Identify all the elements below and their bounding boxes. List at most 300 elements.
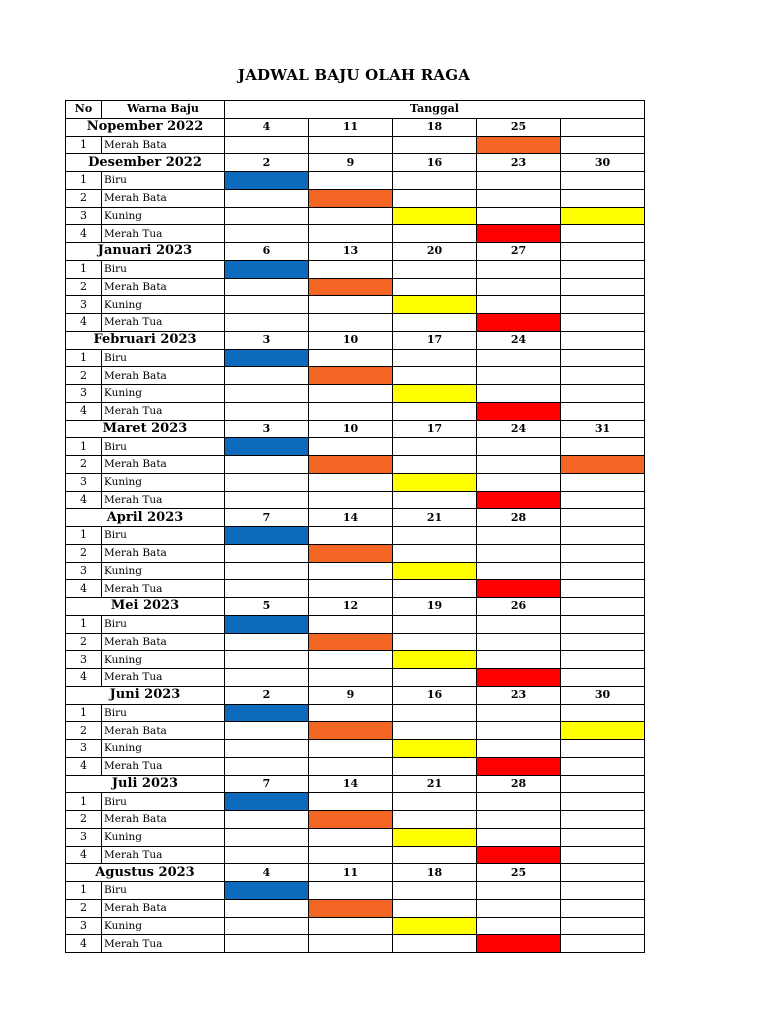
- color-row: [66, 385, 645, 403]
- date-cell: 9: [309, 686, 393, 704]
- color-row: [66, 899, 645, 917]
- color-name: Merah Bata: [102, 456, 225, 474]
- row-number: 3: [66, 562, 102, 580]
- date-cell: 13: [309, 243, 393, 261]
- color-row: [66, 260, 645, 278]
- schedule-cell-filled: [393, 473, 477, 491]
- row-number: 1: [66, 136, 102, 154]
- color-row: [66, 544, 645, 562]
- schedule-cell: [393, 580, 477, 598]
- schedule-cell: [561, 527, 645, 545]
- date-cell: [561, 331, 645, 349]
- schedule-cell: [561, 704, 645, 722]
- color-name: Merah Bata: [102, 136, 225, 154]
- color-row: [66, 757, 645, 775]
- schedule-cell: [477, 349, 561, 367]
- schedule-cell: [393, 704, 477, 722]
- schedule-cell: [393, 260, 477, 278]
- date-cell: 28: [477, 775, 561, 793]
- schedule-cell: [477, 438, 561, 456]
- color-name: Kuning: [102, 562, 225, 580]
- schedule-cell: [393, 527, 477, 545]
- date-cell: 25: [477, 118, 561, 136]
- schedule-cell: [477, 527, 561, 545]
- schedule-cell: [309, 136, 393, 154]
- color-row: [66, 704, 645, 722]
- color-name: Biru: [102, 527, 225, 545]
- date-cell: [561, 118, 645, 136]
- schedule-cell: [561, 757, 645, 775]
- schedule-cell-filled: [477, 757, 561, 775]
- row-number: 1: [66, 882, 102, 900]
- schedule-cell-filled: [477, 935, 561, 953]
- schedule-cell-filled: [225, 172, 309, 190]
- schedule-cell: [309, 385, 393, 403]
- color-name: Biru: [102, 172, 225, 190]
- schedule-cell: [225, 402, 309, 420]
- color-name: Kuning: [102, 385, 225, 403]
- schedule-cell: [477, 704, 561, 722]
- row-number: 3: [66, 740, 102, 758]
- schedule-cell: [225, 189, 309, 207]
- color-name: Merah Bata: [102, 189, 225, 207]
- schedule-cell-filled: [393, 828, 477, 846]
- schedule-cell: [393, 757, 477, 775]
- color-row: [66, 278, 645, 296]
- color-row: [66, 527, 645, 545]
- schedule-cell-filled: [309, 278, 393, 296]
- schedule-cell: [477, 544, 561, 562]
- schedule-cell: [393, 935, 477, 953]
- month-name: Desember 2022: [66, 154, 225, 172]
- month-name: Juli 2023: [66, 775, 225, 793]
- schedule-cell-filled: [561, 722, 645, 740]
- date-cell: 7: [225, 775, 309, 793]
- schedule-cell: [393, 438, 477, 456]
- month-row: [66, 686, 645, 704]
- color-row: [66, 811, 645, 829]
- schedule-cell: [561, 669, 645, 687]
- date-cell: [561, 598, 645, 616]
- schedule-cell-filled: [309, 456, 393, 474]
- color-row: [66, 402, 645, 420]
- color-name: Biru: [102, 882, 225, 900]
- color-row: [66, 917, 645, 935]
- schedule-cell: [477, 722, 561, 740]
- date-cell: 18: [393, 118, 477, 136]
- row-number: 2: [66, 811, 102, 829]
- month-row: [66, 509, 645, 527]
- schedule-cell: [561, 349, 645, 367]
- month-row: [66, 598, 645, 616]
- date-cell: 14: [309, 775, 393, 793]
- row-number: 2: [66, 278, 102, 296]
- date-cell: 11: [309, 118, 393, 136]
- color-row: [66, 882, 645, 900]
- schedule-cell: [393, 899, 477, 917]
- month-name: Maret 2023: [66, 420, 225, 438]
- schedule-cell: [393, 544, 477, 562]
- schedule-cell: [393, 225, 477, 243]
- schedule-cell: [225, 846, 309, 864]
- color-row: [66, 136, 645, 154]
- header-warna-baju: Warna Baju: [102, 101, 225, 119]
- schedule-cell: [561, 136, 645, 154]
- schedule-cell: [477, 651, 561, 669]
- date-cell: 7: [225, 509, 309, 527]
- date-cell: [561, 243, 645, 261]
- schedule-cell: [309, 402, 393, 420]
- date-cell: 16: [393, 686, 477, 704]
- schedule-cell-filled: [225, 527, 309, 545]
- schedule-cell-filled: [309, 633, 393, 651]
- schedule-cell-filled: [393, 296, 477, 314]
- schedule-cell-filled: [477, 402, 561, 420]
- schedule-cell: [225, 385, 309, 403]
- schedule-cell: [225, 314, 309, 332]
- row-number: 4: [66, 935, 102, 953]
- schedule-body: [66, 101, 645, 953]
- month-name: Januari 2023: [66, 243, 225, 261]
- schedule-cell: [309, 225, 393, 243]
- color-name: Kuning: [102, 917, 225, 935]
- month-row: [66, 331, 645, 349]
- schedule-cell: [561, 314, 645, 332]
- color-row: [66, 491, 645, 509]
- schedule-cell-filled: [477, 491, 561, 509]
- schedule-cell: [561, 544, 645, 562]
- schedule-cell: [309, 473, 393, 491]
- month-row: [66, 118, 645, 136]
- schedule-cell: [477, 367, 561, 385]
- color-name: Biru: [102, 615, 225, 633]
- schedule-cell: [393, 278, 477, 296]
- month-row: [66, 864, 645, 882]
- schedule-cell: [393, 172, 477, 190]
- schedule-cell: [477, 189, 561, 207]
- row-number: 4: [66, 491, 102, 509]
- schedule-cell: [393, 722, 477, 740]
- row-number: 2: [66, 722, 102, 740]
- schedule-cell: [225, 456, 309, 474]
- schedule-cell: [309, 562, 393, 580]
- color-row: [66, 846, 645, 864]
- color-row: [66, 314, 645, 332]
- color-name: Kuning: [102, 207, 225, 225]
- date-cell: 30: [561, 686, 645, 704]
- schedule-cell-filled: [561, 456, 645, 474]
- schedule-cell: [309, 793, 393, 811]
- color-row: [66, 722, 645, 740]
- row-number: 2: [66, 633, 102, 651]
- row-number: 3: [66, 385, 102, 403]
- date-cell: [561, 775, 645, 793]
- schedule-cell: [393, 633, 477, 651]
- schedule-cell: [561, 260, 645, 278]
- schedule-cell: [309, 207, 393, 225]
- schedule-cell: [561, 385, 645, 403]
- schedule-cell-filled: [477, 580, 561, 598]
- schedule-cell: [477, 633, 561, 651]
- schedule-cell: [225, 296, 309, 314]
- month-name: Nopember 2022: [66, 118, 225, 136]
- row-number: 2: [66, 456, 102, 474]
- schedule-cell: [309, 882, 393, 900]
- schedule-cell: [477, 473, 561, 491]
- schedule-cell: [393, 189, 477, 207]
- schedule-cell: [309, 828, 393, 846]
- schedule-cell-filled: [561, 207, 645, 225]
- row-number: 2: [66, 899, 102, 917]
- schedule-cell: [225, 544, 309, 562]
- date-cell: 21: [393, 509, 477, 527]
- row-number: 2: [66, 367, 102, 385]
- date-cell: 28: [477, 509, 561, 527]
- schedule-cell: [477, 456, 561, 474]
- schedule-cell: [225, 473, 309, 491]
- color-row: [66, 633, 645, 651]
- schedule-cell: [225, 491, 309, 509]
- row-number: 1: [66, 527, 102, 545]
- schedule-cell-filled: [477, 314, 561, 332]
- schedule-cell: [393, 456, 477, 474]
- month-row: [66, 420, 645, 438]
- color-name: Merah Tua: [102, 846, 225, 864]
- schedule-cell: [393, 846, 477, 864]
- schedule-cell: [561, 278, 645, 296]
- date-cell: 24: [477, 331, 561, 349]
- header-tanggal: Tanggal: [225, 101, 645, 119]
- date-cell: 3: [225, 331, 309, 349]
- date-cell: 31: [561, 420, 645, 438]
- schedule-cell: [393, 367, 477, 385]
- header-row: [66, 101, 645, 119]
- schedule-cell: [225, 757, 309, 775]
- schedule-cell: [393, 811, 477, 829]
- schedule-cell: [393, 491, 477, 509]
- schedule-cell: [561, 846, 645, 864]
- schedule-cell-filled: [393, 740, 477, 758]
- schedule-cell: [393, 669, 477, 687]
- color-row: [66, 562, 645, 580]
- page-title: JADWAL BAJU OLAH RAGA: [237, 66, 471, 84]
- row-number: 1: [66, 704, 102, 722]
- schedule-cell: [477, 296, 561, 314]
- schedule-cell: [309, 491, 393, 509]
- schedule-cell: [477, 172, 561, 190]
- schedule-cell: [225, 811, 309, 829]
- schedule-cell: [225, 722, 309, 740]
- date-cell: 3: [225, 420, 309, 438]
- schedule-cell-filled: [309, 899, 393, 917]
- color-row: [66, 935, 645, 953]
- date-cell: 16: [393, 154, 477, 172]
- color-name: Merah Tua: [102, 669, 225, 687]
- schedule-cell: [561, 562, 645, 580]
- schedule-cell: [561, 296, 645, 314]
- date-cell: 10: [309, 420, 393, 438]
- schedule-cell: [225, 740, 309, 758]
- schedule-cell-filled: [309, 811, 393, 829]
- row-number: 3: [66, 917, 102, 935]
- color-name: Biru: [102, 260, 225, 278]
- row-number: 1: [66, 793, 102, 811]
- schedule-cell-filled: [477, 846, 561, 864]
- date-cell: 24: [477, 420, 561, 438]
- color-name: Merah Bata: [102, 633, 225, 651]
- month-row: [66, 775, 645, 793]
- schedule-cell-filled: [393, 562, 477, 580]
- color-row: [66, 473, 645, 491]
- color-name: Merah Bata: [102, 722, 225, 740]
- schedule-cell-filled: [225, 882, 309, 900]
- date-cell: 2: [225, 686, 309, 704]
- color-row: [66, 740, 645, 758]
- schedule-cell: [477, 793, 561, 811]
- color-row: [66, 438, 645, 456]
- schedule-cell: [225, 207, 309, 225]
- date-cell: 10: [309, 331, 393, 349]
- month-row: [66, 243, 645, 261]
- schedule-cell: [309, 935, 393, 953]
- schedule-cell-filled: [225, 260, 309, 278]
- row-number: 4: [66, 580, 102, 598]
- date-cell: 14: [309, 509, 393, 527]
- row-number: 4: [66, 225, 102, 243]
- schedule-cell-filled: [393, 385, 477, 403]
- row-number: 2: [66, 189, 102, 207]
- schedule-cell: [561, 367, 645, 385]
- schedule-cell: [561, 172, 645, 190]
- color-row: [66, 296, 645, 314]
- color-row: [66, 367, 645, 385]
- date-cell: 2: [225, 154, 309, 172]
- date-cell: 23: [477, 686, 561, 704]
- schedule-cell-filled: [225, 438, 309, 456]
- date-cell: 25: [477, 864, 561, 882]
- schedule-cell: [309, 172, 393, 190]
- schedule-cell: [561, 740, 645, 758]
- schedule-cell: [561, 402, 645, 420]
- month-name: Februari 2023: [66, 331, 225, 349]
- color-row: [66, 349, 645, 367]
- schedule-cell: [225, 136, 309, 154]
- schedule-cell-filled: [393, 207, 477, 225]
- row-number: 1: [66, 438, 102, 456]
- date-cell: 17: [393, 331, 477, 349]
- date-cell: 4: [225, 864, 309, 882]
- schedule-cell: [225, 580, 309, 598]
- date-cell: 26: [477, 598, 561, 616]
- schedule-cell: [477, 917, 561, 935]
- color-name: Merah Bata: [102, 899, 225, 917]
- color-name: Merah Tua: [102, 314, 225, 332]
- schedule-cell: [309, 296, 393, 314]
- color-name: Kuning: [102, 473, 225, 491]
- date-cell: 20: [393, 243, 477, 261]
- schedule-cell: [393, 314, 477, 332]
- color-row: [66, 828, 645, 846]
- color-name: Biru: [102, 349, 225, 367]
- color-name: Biru: [102, 793, 225, 811]
- schedule-cell: [477, 828, 561, 846]
- row-number: 4: [66, 757, 102, 775]
- schedule-cell: [309, 757, 393, 775]
- schedule-cell-filled: [477, 669, 561, 687]
- date-cell: [561, 509, 645, 527]
- row-number: 4: [66, 314, 102, 332]
- schedule-cell: [393, 349, 477, 367]
- date-cell: 30: [561, 154, 645, 172]
- row-number: 3: [66, 828, 102, 846]
- schedule-cell: [477, 207, 561, 225]
- schedule-cell: [477, 278, 561, 296]
- date-cell: 27: [477, 243, 561, 261]
- schedule-cell: [477, 882, 561, 900]
- schedule-cell-filled: [309, 722, 393, 740]
- color-name: Kuning: [102, 651, 225, 669]
- schedule-cell: [225, 899, 309, 917]
- schedule-cell-filled: [309, 544, 393, 562]
- schedule-cell: [393, 882, 477, 900]
- schedule-cell: [561, 189, 645, 207]
- schedule-cell: [561, 615, 645, 633]
- date-cell: 21: [393, 775, 477, 793]
- color-row: [66, 615, 645, 633]
- month-name: Mei 2023: [66, 598, 225, 616]
- month-name: Agustus 2023: [66, 864, 225, 882]
- color-name: Merah Tua: [102, 402, 225, 420]
- schedule-cell-filled: [225, 793, 309, 811]
- schedule-cell-filled: [477, 225, 561, 243]
- color-name: Kuning: [102, 828, 225, 846]
- color-name: Biru: [102, 438, 225, 456]
- schedule-cell: [477, 562, 561, 580]
- color-name: Merah Tua: [102, 580, 225, 598]
- schedule-cell: [561, 438, 645, 456]
- schedule-cell: [309, 260, 393, 278]
- color-row: [66, 207, 645, 225]
- row-number: 2: [66, 544, 102, 562]
- schedule-cell: [561, 580, 645, 598]
- color-row: [66, 793, 645, 811]
- schedule-cell: [561, 811, 645, 829]
- color-name: Merah Bata: [102, 367, 225, 385]
- schedule-cell: [561, 935, 645, 953]
- row-number: 4: [66, 669, 102, 687]
- date-cell: 4: [225, 118, 309, 136]
- schedule-cell-filled: [393, 651, 477, 669]
- row-number: 3: [66, 651, 102, 669]
- schedule-cell: [477, 811, 561, 829]
- date-cell: 19: [393, 598, 477, 616]
- schedule-cell: [561, 473, 645, 491]
- date-cell: 11: [309, 864, 393, 882]
- schedule-cell: [309, 669, 393, 687]
- color-name: Kuning: [102, 296, 225, 314]
- schedule-cell-filled: [309, 189, 393, 207]
- date-cell: 5: [225, 598, 309, 616]
- schedule-cell: [477, 385, 561, 403]
- schedule-cell: [309, 704, 393, 722]
- schedule-cell-filled: [309, 367, 393, 385]
- schedule-cell: [309, 740, 393, 758]
- schedule-cell: [225, 651, 309, 669]
- color-name: Merah Tua: [102, 757, 225, 775]
- schedule-cell: [309, 846, 393, 864]
- schedule-cell: [225, 225, 309, 243]
- schedule-cell: [225, 828, 309, 846]
